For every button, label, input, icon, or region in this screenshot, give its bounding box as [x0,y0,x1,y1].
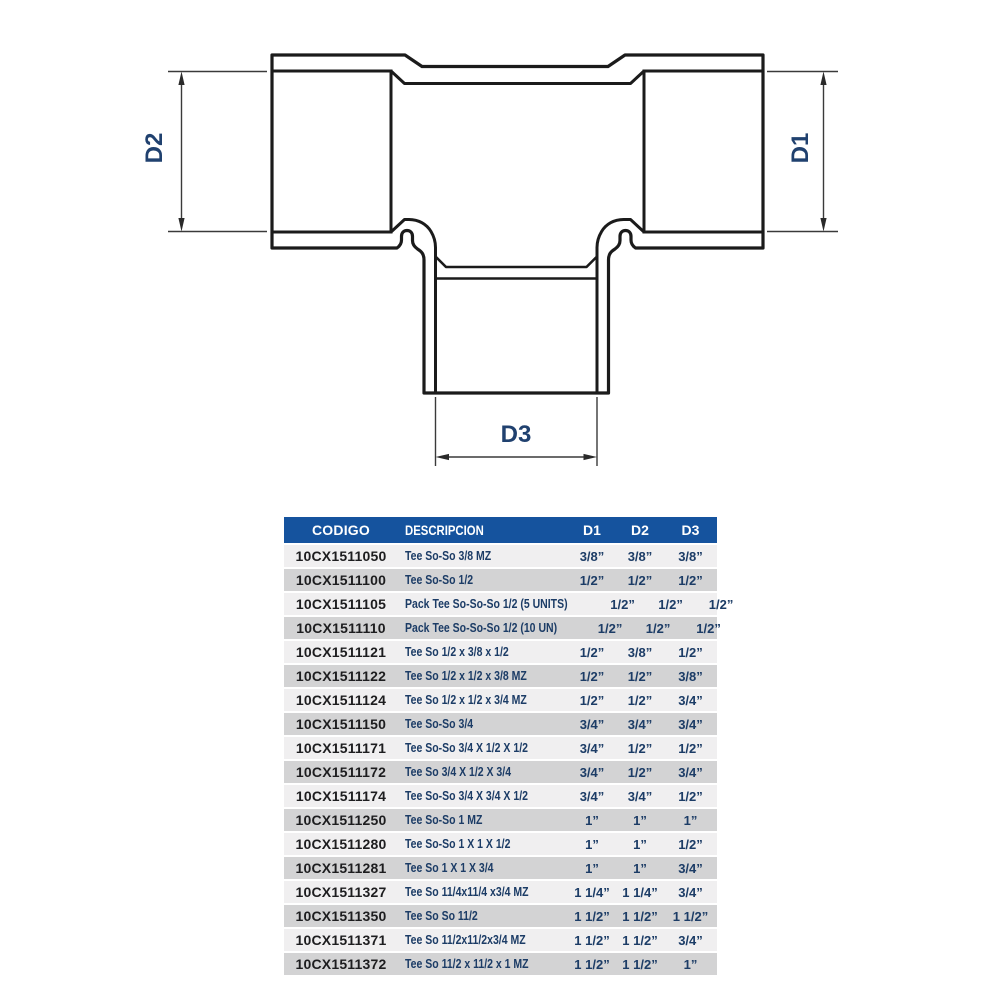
cell-d3: 1/2” [678,740,703,756]
cell-codigo: 10CX1511105 [295,596,387,612]
cell-d1: 1/2” [597,620,623,636]
cell-d3: 3/4” [678,716,703,732]
cell-d3: 3/4” [678,764,703,780]
table-row [284,881,717,903]
cell-d2: 1” [633,812,647,828]
right-socket-bore [644,71,763,232]
cell-d1: 1/2” [610,596,635,612]
cell-d1: 1/2” [579,644,605,660]
left-socket-bore [272,71,391,232]
header-descripcion: DESCRIPCION [405,522,484,538]
cell-descripcion: Tee So 3/4 X 1/2 X 3/4 [405,765,512,779]
cell-d2: 3/4” [627,716,653,732]
cell-d3: 1/2” [708,596,734,612]
cell-descripcion: Tee So 1/2 x 1/2 x 3/8 MZ [405,669,527,683]
cell-d1: 1/2” [579,668,605,684]
cell-codigo: 10CX1511172 [295,764,387,780]
d2-arrow-down [178,218,184,232]
header-d2: D2 [631,522,649,538]
cell-d2: 3/8” [627,548,653,564]
cell-d1: 3/4” [579,716,605,732]
cell-d2: 3/4” [627,788,653,804]
cell-descripcion: Pack Tee So-So-So 1/2 (10 UN) [405,621,558,635]
cell-descripcion: Tee So 11/2 x 11/2 x 1 MZ [405,957,529,971]
table-row [284,569,717,591]
cell-descripcion: Tee So-So 3/4 [405,717,474,731]
cell-descripcion: Tee So-So 1/2 [405,573,474,587]
cell-d3: 1/2” [678,836,703,852]
cell-codigo: 10CX1511050 [295,548,387,564]
cell-d2: 1 1/2” [622,932,658,948]
d3-label: D3 [500,421,532,448]
table-row [284,953,717,975]
d1-label: D1 [787,132,814,164]
table-header [284,517,717,543]
table-row [284,641,717,663]
cell-d2: 1” [633,836,647,852]
cell-d1: 3/8” [579,548,605,564]
table-row [284,737,717,759]
d1-arrow-down [820,218,826,232]
cell-d2: 1/2” [645,620,671,636]
cell-d2: 1/2” [658,596,683,612]
cell-d2: 1/2” [627,764,653,780]
cell-descripcion: Tee So-So 1 X 1 X 1/2 [405,837,511,851]
header-codigo: CODIGO [312,522,370,538]
cell-codigo: 10CX1511110 [296,620,386,636]
d3-arrow-left [436,454,450,460]
cell-descripcion: Tee So So 11/2 [405,909,478,923]
table-row [284,929,717,951]
cell-codigo: 10CX1511100 [295,572,387,588]
dimension-d2 [168,72,267,232]
cell-d1: 1 1/2” [574,932,610,948]
cell-descripcion: Tee So 11/2x11/2x3/4 MZ [405,933,526,947]
table-row [284,593,734,615]
cell-d3: 1 1/2” [672,908,709,924]
d2-extension-lines [168,72,267,232]
cell-codigo: 10CX1511171 [295,740,387,756]
cell-d3: 3/4” [678,860,703,876]
cell-d3: 1/2” [678,788,703,804]
cell-d2: 1 1/4” [622,884,658,900]
cell-descripcion: Tee So 1 X 1 X 3/4 [405,861,494,875]
cell-descripcion: Tee So 1/2 x 3/8 x 1/2 [405,645,509,659]
cell-d1: 3/4” [579,740,605,756]
cell-d1: 1/2” [579,692,605,708]
table-row [284,761,717,783]
cell-d3: 1/2” [678,572,703,588]
cell-d1: 1” [585,836,599,852]
cell-codigo: 10CX1511174 [295,788,387,804]
cell-d2: 1/2” [627,572,653,588]
cell-descripcion: Tee So-So 3/8 MZ [405,549,492,563]
body-inner-top [391,71,644,84]
cell-d2: 1/2” [627,668,653,684]
cell-codigo: 10CX1511124 [295,692,387,708]
cell-codigo: 10CX1511281 [295,860,387,876]
cell-d1: 3/4” [579,764,605,780]
table-row [284,617,721,639]
cell-d3: 1” [683,956,698,972]
fitting-outer-contour [272,55,763,393]
cell-codigo: 10CX1511122 [295,668,387,684]
cell-d1: 1” [585,860,599,876]
cell-descripcion: Tee So 11/4x11/4 x3/4 MZ [405,885,529,899]
table-row [284,689,717,711]
cell-codigo: 10CX1511150 [295,716,387,732]
body-inner-bottom-right [597,220,644,394]
cell-d3: 1/2” [678,644,703,660]
table-row [284,857,717,879]
table-row [284,785,717,807]
cell-d1: 3/4” [579,788,605,804]
spec-table [284,517,734,977]
cell-codigo: 10CX1511250 [295,812,387,828]
d1-arrow-up [820,72,826,86]
cell-d3: 3/8” [678,668,703,684]
table-row [284,665,717,687]
cell-codigo: 10CX1511372 [295,956,387,972]
table-body [284,545,734,975]
d3-arrow-right [584,454,598,460]
table-row [284,713,717,735]
branch-socket-stop [436,257,598,268]
cell-d2: 1” [633,860,647,876]
cell-d2: 1 1/2” [622,956,658,972]
cell-descripcion: Tee So-So 3/4 X 3/4 X 1/2 [405,789,528,803]
cell-descripcion: Tee So-So 1 MZ [405,813,483,827]
cell-descripcion: Tee So-So 3/4 X 1/2 X 1/2 [405,741,528,755]
table-row [284,905,717,927]
cell-d2: 1/2” [627,692,653,708]
header-d3: D3 [681,522,700,538]
table-row [284,545,717,567]
cell-d1: 1 1/4” [574,884,610,900]
cell-codigo: 10CX1511327 [295,884,387,900]
header-d1: D1 [583,522,601,538]
d2-arrow-up [178,72,184,86]
cell-codigo: 10CX1511280 [295,836,387,852]
cell-d2: 1/2” [627,740,653,756]
cell-d3: 3/4” [678,692,703,708]
cell-codigo: 10CX1511350 [295,908,387,924]
table-row [284,809,717,831]
cell-descripcion: Tee So 1/2 x 1/2 x 3/4 MZ [405,693,527,707]
cell-d2: 3/8” [627,644,653,660]
cell-codigo: 10CX1511121 [295,644,387,660]
cell-d3: 3/8” [678,548,703,564]
cell-d3: 3/4” [678,932,703,948]
table-row [284,833,717,855]
cell-d1: 1 1/2” [574,908,610,924]
cell-d3: 1/2” [696,620,721,636]
cell-codigo: 10CX1511371 [295,932,387,948]
cell-d1: 1” [585,812,599,828]
cell-d3: 1” [683,812,698,828]
cell-d2: 1 1/2” [622,908,658,924]
cell-d1: 1 1/2” [574,956,610,972]
d2-label: D2 [141,132,168,164]
cell-d1: 1/2” [579,572,605,588]
cell-descripcion: Pack Tee So-So-So 1/2 (5 UNITS) [405,597,568,611]
cell-d3: 3/4” [678,884,703,900]
